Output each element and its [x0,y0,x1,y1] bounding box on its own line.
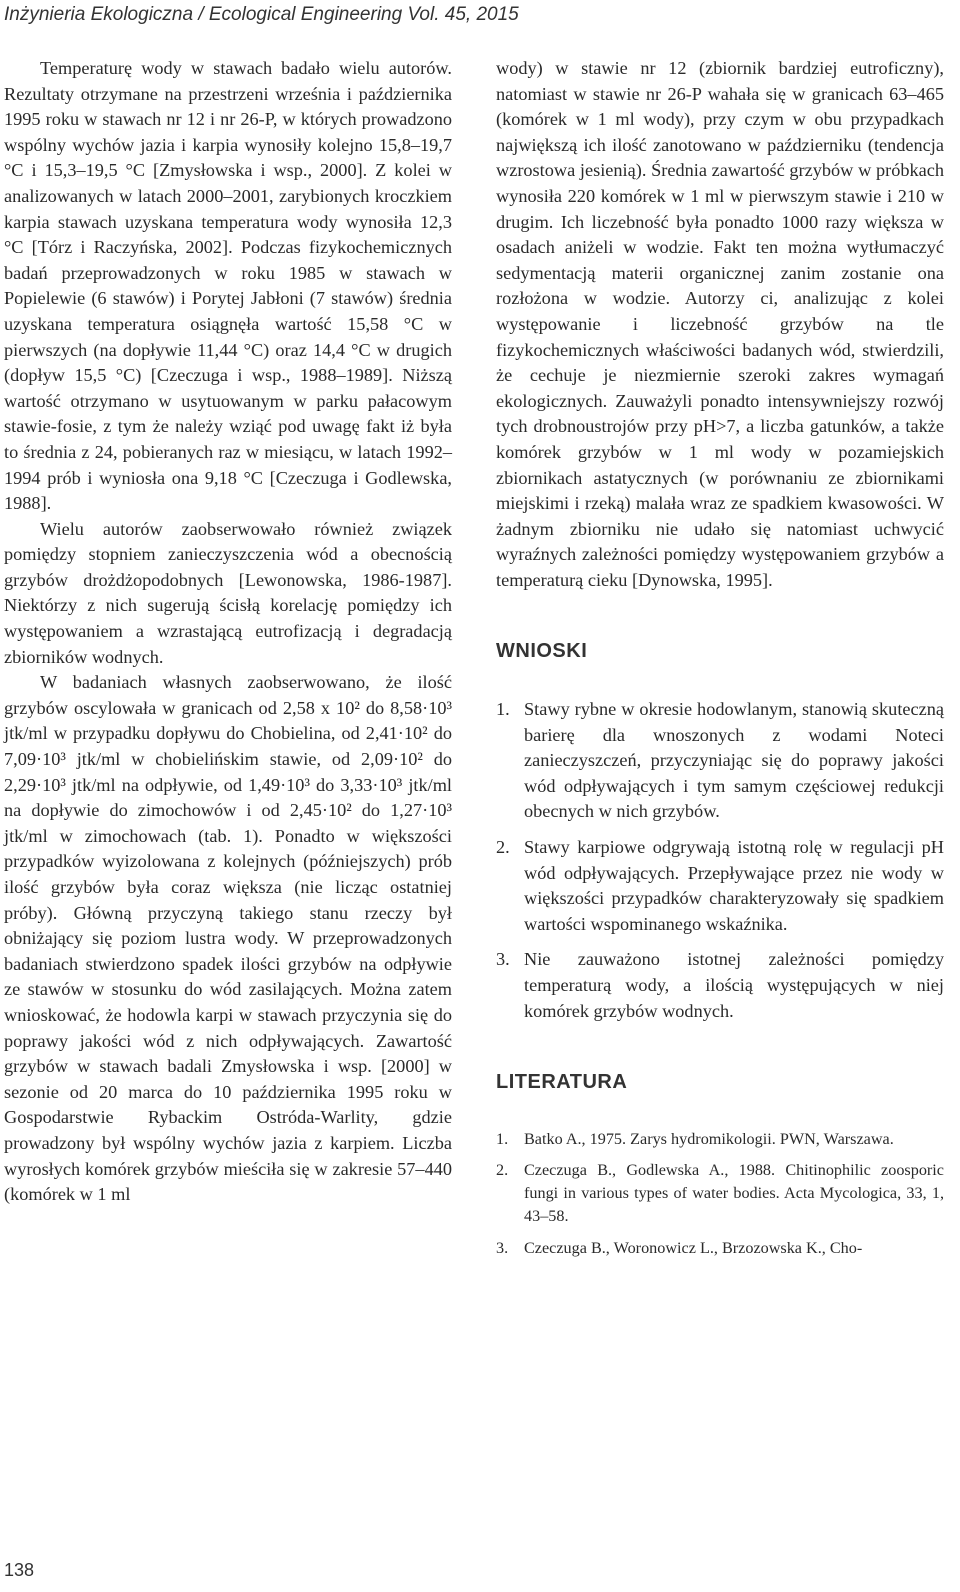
reference-number: 1. [496,1129,509,1148]
list-text: Stawy karpiowe odgrywają istotną rolę w regulacji pH wód odpływających. Przepływające przez nie wody w większości przypadków charakteryzowały się spadkiem wartości wspominanego wskaźnika. [524,837,944,934]
left-column [4,56,452,1208]
reference-item [496,1159,944,1229]
reference-number: 3. [496,1238,509,1257]
page-number: 138 [4,1560,35,1580]
literature-heading: LITERATURA [496,1071,628,1094]
reference-text: Czeczuga B., Woronowicz L., Brzozowska K., Cho- [524,1238,863,1257]
conclusions-list [496,697,944,1024]
right-column [496,56,944,1268]
paragraph-temperature: Temperaturę wody w stawach badało wielu autorów. Rezultaty otrzymane na przestrzeni września i października 1995 roku w stawach nr 12 i nr 26-P, w których prowadzono wspólny wychów jazia i karpia wynosiły kolejno 15,8–19,7 °C i 15,3–19,5 °C [Zmysłowska i wsp., 2000]. Z kolei w analizowanych w latach 2000–2001, zarybionych kroczkiem karpia stawach uzyskana temperatura wody wynosiła 12,3 °C [Tórz i Raczyńska, 2002]. Podczas fizykochemicznych badań przeprowadzonych w roku 1985 w stawach w Popielewie (6 stawów) i Porytej Jabłoni (7 stawów) średnia uzyskana temperatura osiągnęła wartość 15,58 °C w pierwszych (na dopływie 11,44 °C) oraz 14,4 °C w drugich (dopływ 15,5 °C) [Czeczuga i wsp., 1988–1989]. Niższą wartość otrzymano w usytuowanym w parku pałacowym stawie-fosie, z tym że należy wziąć pod uwagę fakt iż była to średnia z 24, pobieranych raz w miesiącu, w latach 1992–1994 prób i wyniosła ona 9,18 °C [Czeczuga i Godlewska, 1988]. [4,58,452,514]
running-header: Inżynieria Ekologiczna / Ecological Engineering Vol. 45, 2015 [4,4,519,25]
list-number: 2. [496,837,510,858]
list-number: 3. [496,949,510,970]
list-text: Nie zauważono istotnej zależności pomiędzy temperaturą wody, a ilością występujących w niej komórek grzybów wodnych. [524,949,944,1021]
paragraph-pollution: Wielu autorów zaobserwowało również związek pomiędzy stopniem zanieczyszczenia wód a obecnością grzybów drożdżopodobnych [Lewonowska, 1986-1987]. Niektórzy z nich sugerują ścisłą korelację pomiędzy ich występowaniem a wzrastającą eutrofizacją i degradacją zbiorników wodnych. [4,518,452,667]
list-item [496,835,944,937]
conclusions-heading: WNIOSKI [496,640,588,663]
reference-text: Batko A., 1975. Zarys hydromikologii. PWN, Warszawa. [524,1129,894,1148]
reference-item [496,1237,944,1260]
references-list [496,1128,944,1260]
reference-item [496,1128,944,1151]
paragraph-continued: wody) w stawie nr 12 (zbiornik bardziej eutroficzny), natomiast w stawie nr 26-P wahała się w granicach 63–465 (komórek w 1 ml wody), przy czym w obu przypadkach największą ich ilość zanotowano w październiku (tendencja wzrostowa jesienią). Średnia zawartość grzybów w próbkach wynosiła 220 komórek w 1 ml w pierwszym stawie i 210 w drugim. Ich liczebność była ponadto 1000 razy większa w osadach aniżeli w wodzie. Fakt ten można wytłumaczyć sedymentacją materii organicznej zanim zostanie ona rozłożona w wodzie. Autorzy ci, analizując z kolei występowanie i liczebność grzybów na tle fizykochemicznych właściwości badanych wód, stwierdzili, że cechuje je niezmiernie szeroki zakres wymagań ekologicznych. Zauważyli ponadto intensywniejszy rozwój tych drobnoustrojów przy pH>7, a liczba gatunków, a także komórek grzybów w 1 ml wody w pozamiejskich zbiornikach astatycznych (w porównaniu ze zbiornikami miejskimi i rzeką) malała wraz ze spadkiem kwasowości. W żadnym zbiorniku nie udało się natomiast uchwycić wyraźnych zależności pomiędzy występowaniem grzybów a temperaturą cieku [Dynowska, 1995]. [496,58,944,590]
reference-text: Czeczuga B., Godlewska A., 1988. Chitinophilic zoosporic fungi in various types of water bodies. Acta Mycologica, 33, 1, 43–58. [524,1160,944,1226]
list-item [496,947,944,1024]
list-item [496,697,944,825]
paragraph-own-research: W badaniach własnych zaobserwowano, że ilość grzybów oscylowała w granicach od 2,58 x 10² do 8,58·10³ jtk/ml w przypadku dopływu do Chobielina, od 2,41·10² do 7,09·10³ jtk/ml w chobielińskim stawie, od 2,09·10² do 2,29·10³ jtk/ml na odpływie, od 1,49·10³ do 3,33·10³ jtk/ml na dopływie do zimochowów i od 2,45·10² do 1,27·10³ jtk/ml w zimochowach (tab. 1). Ponadto w większości przypadków wyizolowana z kolejnych (późniejszych) prób ilość grzybów była coraz większa (nie licząc ostatniej próby). Główną przyczyną takiego stanu rzeczy był obniżający się poziom lustra wody. W przeprowadzonych badaniach stwierdzono spadek ilości grzybów na odpływie ze stawów w stosunku do wód zasilających. Można zatem wnioskować, że hodowla karpi w stawach przyczynia się do poprawy jakości wód z nich odpływających. Zawartość grzybów w stawach badali Zmysłowska i wsp. [2000] w sezonie od 20 marca do 10 października 1995 roku w Gospodarstwie Rybackim Ostróda-Warlity, gdzie prowadzony był wspólny wychów jazia z karpiem. Liczba wyrosłych komórek grzybów mieściła się w zakresie 57–440 (komórek w 1 ml [4,672,452,1205]
list-number: 1. [496,699,510,720]
reference-number: 2. [496,1160,509,1179]
list-text: Stawy rybne w okresie hodowlanym, stanowią skuteczną barierę dla wnoszonych z wodami Noteci zanieczyszczeń, przyczyniając się do poprawy jakości wód odpływających i tym samym częściowej redukcji obecnych w nich grzybów. [524,699,944,822]
